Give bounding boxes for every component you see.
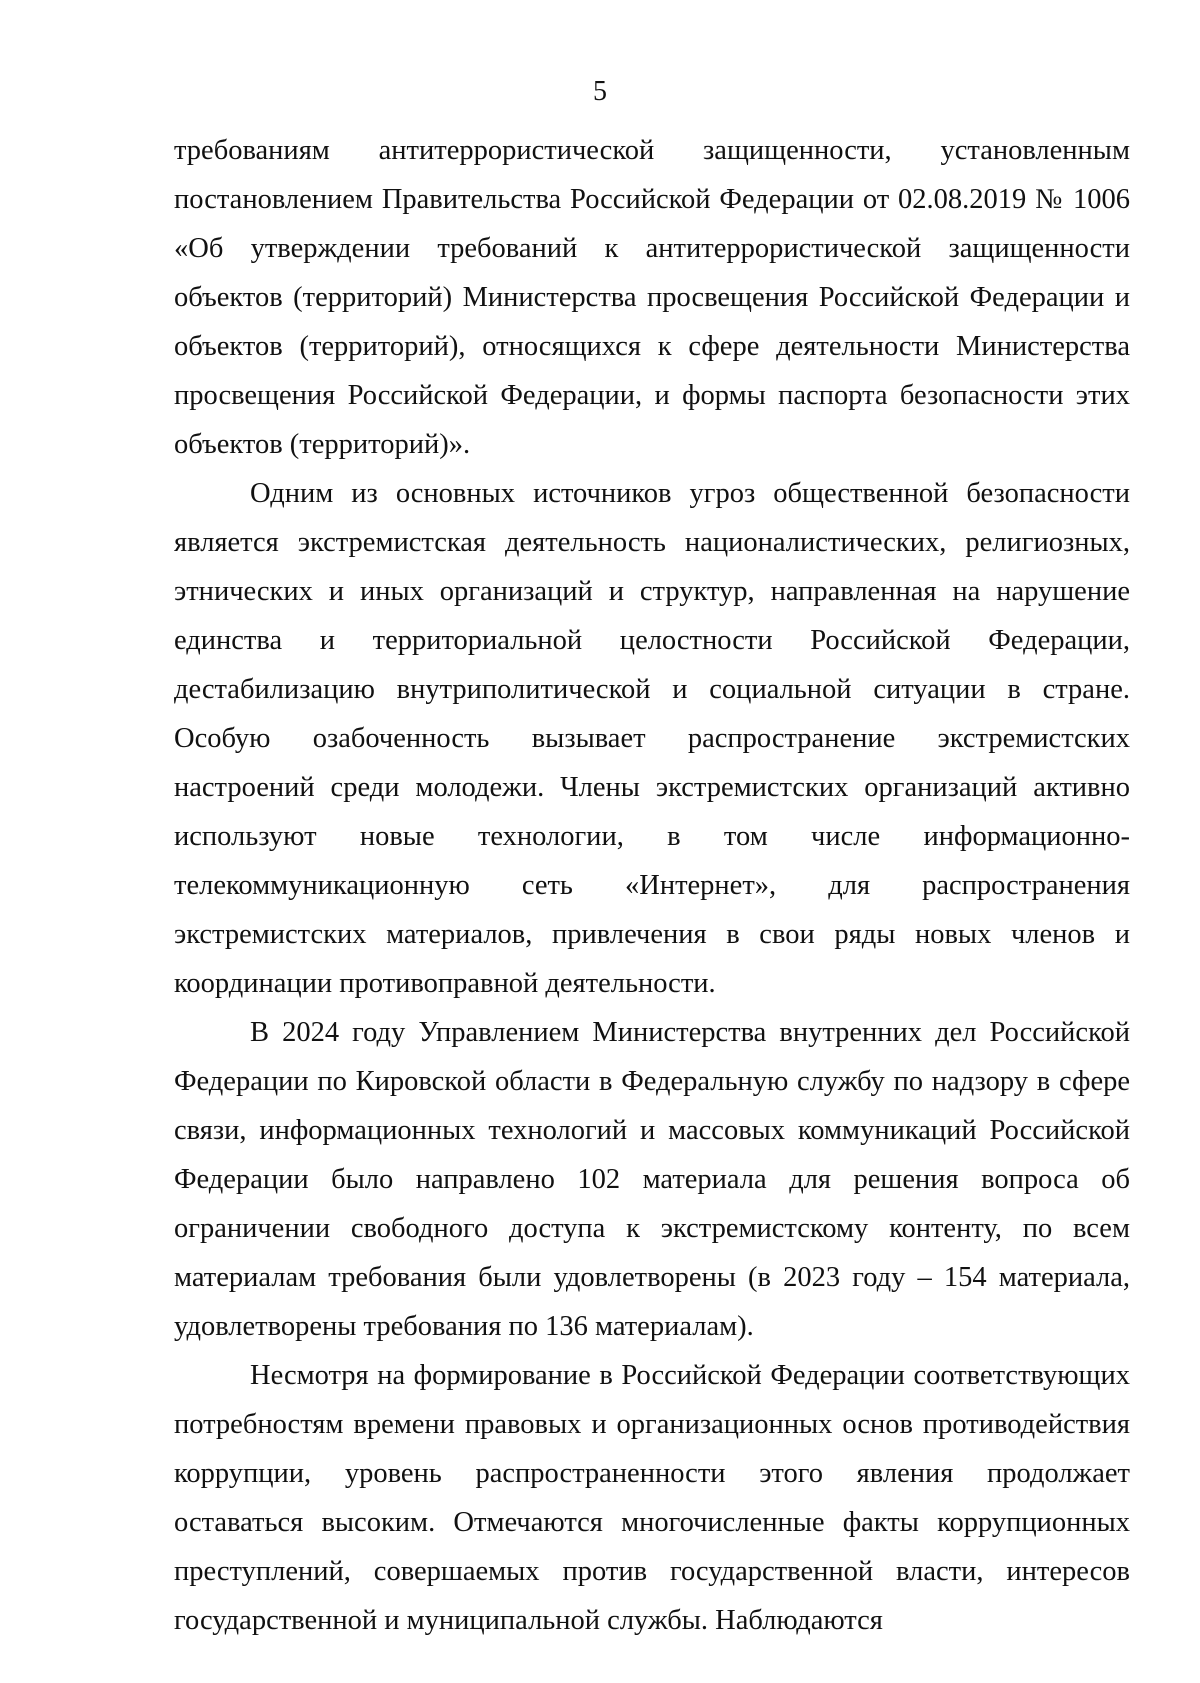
document-body: [174, 126, 1130, 1645]
paragraph-corruption: Несмотря на формирование в Российской Федерации соответствующих потребностям времени правовых и организационных основ противодействия коррупции, уровень распространенности этого явления продолжает оставаться высоким. Отмечаются многочисленные факты коррупционных преступлений, совершаемых против государственной власти, интересов государственной и муниципальной службы. Наблюдаются: [174, 1360, 1130, 1636]
paragraph-2024-materials: В 2024 году Управлением Министерства внутренних дел Российской Федерации по Кировской области в Федеральную службу по надзору в сфере связи, информационных технологий и массовых коммуникаций Российской Федерации было направлено 102 материала для решения вопроса об ограничении свободного доступа к экстремистскому контенту, по всем материалам требования были удовлетворены (в 2023 году – 154 материала, удовлетворены требования по 136 материалам).: [174, 1017, 1130, 1342]
paragraph-extremism: Одним из основных источников угроз общественной безопасности является экстремистская деятельность националистических, религиозных, этнических и иных организаций и структур, направленная на нарушение единства и территориальной целостности Российской Федерации, дестабилизацию внутриполитической и социальной ситуации в стране. Особую озабоченность вызывает распространение экстремистских настроений среди молодежи. Члены экстремистских организаций активно используют новые технологии, в том числе информационно-телекоммуникационную сеть «Интернет», для распространения экстремистских материалов, привлечения в свои ряды новых членов и координации противоправной деятельности.: [174, 478, 1130, 999]
page-number: 5: [593, 76, 607, 107]
paragraph-continuation: требованиям антитеррористической защищенности, установленным постановлением Правительства Российской Федерации от 02.08.2019 № 1006 «Об утверждении требований к антитеррористической защищенности объектов (территорий) Министерства просвещения Российской Федерации и объектов (территорий), относящихся к сфере деятельности Министерства просвещения Российской Федерации, и формы паспорта безопасности этих объектов (территорий)».: [174, 135, 1130, 460]
